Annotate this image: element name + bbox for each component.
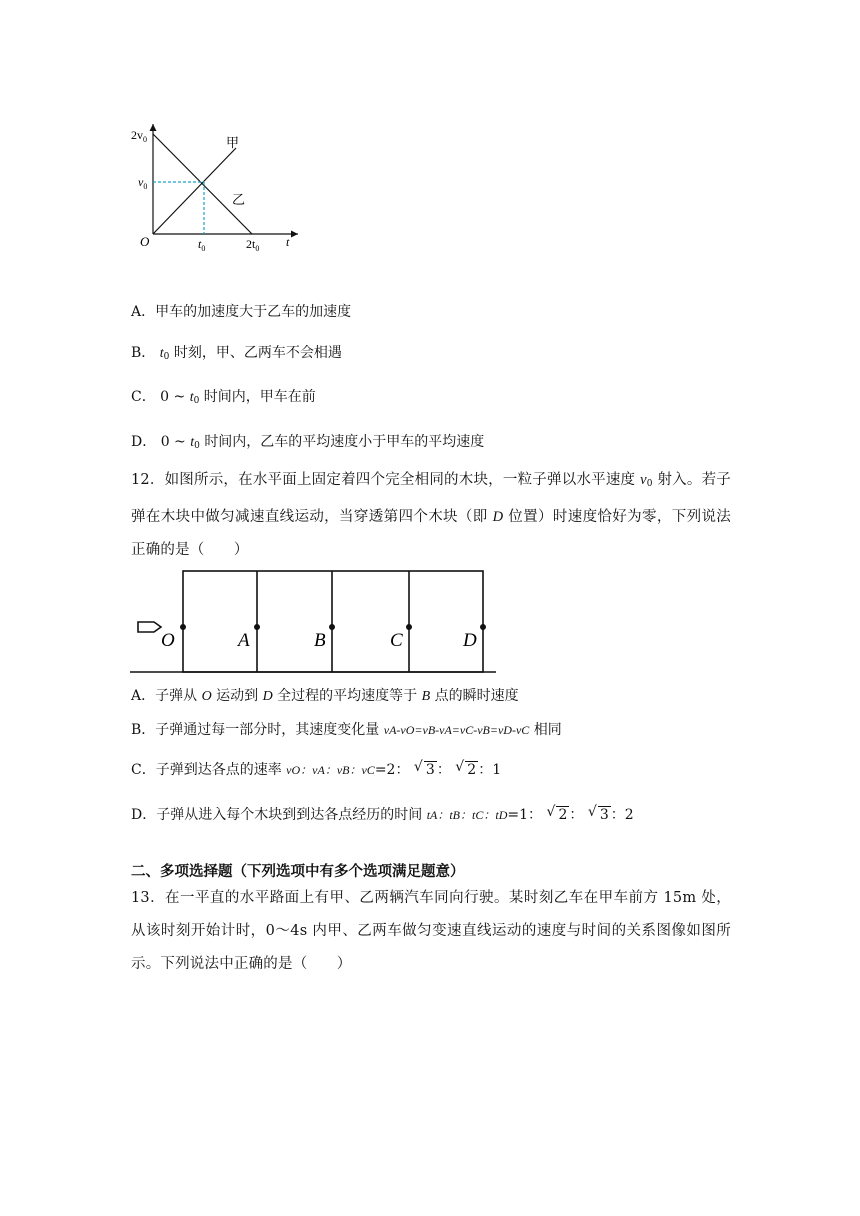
- vt-graph: [128, 118, 308, 258]
- point-d: [480, 624, 486, 630]
- sqrt-3: √ 3: [587, 804, 609, 823]
- blocks-outline: [183, 571, 483, 672]
- q13-stem: 13．在一平直的水平路面上有甲、乙两辆汽车同向行驶。某时刻乙车在甲车前方 15m 处，从该时刻开始计时，0～4s 内甲、乙两车做匀变速直线运动的速度与时间的关系图像如图所示。下列说法中正确的是（ ）: [131, 890, 731, 972]
- q12-option-b[interactable]: B．子弹通过每一部分时，其速度变化量 vA-vO=vB-vA=vC-vB=vD-vC 相同: [131, 722, 562, 738]
- q12-stem: 12．如图所示，在水平面上固定着四个完全相同的木块，一粒子弹以水平速度 $v_0$ 射入。若子弹在木块中做匀减速直线运动，当穿透第四个木块（即 D 位置）时速度恰好为零，下列说法正确的是（ ）: [131, 472, 732, 558]
- label-v0: $v_0$: [138, 175, 148, 191]
- label-a: A: [238, 630, 250, 651]
- label-t0: $t_0$: [198, 237, 206, 253]
- bullet-icon: [138, 622, 161, 632]
- point-o: [180, 624, 186, 630]
- label-o: O: [161, 630, 175, 651]
- label-jia: 甲: [226, 135, 240, 150]
- label-2v0: $2v_0$: [131, 128, 147, 144]
- line-jia: [153, 148, 236, 234]
- section-title: 二、多项选择题（下列选项中有多个选项满足题意）: [131, 863, 465, 880]
- sqrt-2: √ 2: [455, 759, 477, 778]
- sqrt-3: √ 3: [413, 759, 435, 778]
- q11-option-a[interactable]: A．甲车的加速度大于乙车的加速度: [131, 304, 352, 320]
- label-b: B: [314, 630, 326, 651]
- q12-option-a[interactable]: A．子弹从 O 运动到 D 全过程的平均速度等于 B 点的瞬时速度: [131, 688, 519, 704]
- q12-option-c[interactable]: C．子弹到达各点的速率 vO：vA：vB：vC=2： √ 3 ： √ 2 ：1: [131, 759, 502, 778]
- label-2t0: $2t_0$: [246, 237, 260, 253]
- label-t-axis: t: [286, 235, 290, 249]
- label-d: D: [463, 630, 477, 651]
- sqrt-2: √ 2: [546, 804, 568, 823]
- q11-option-c[interactable]: C． 0 ~ $t_0$ 时间内，甲车在前: [131, 389, 316, 406]
- wood-blocks-figure: [130, 565, 502, 680]
- point-b: [329, 624, 335, 630]
- q11-option-b[interactable]: B． $t_0$ 时刻，甲、乙两车不会相遇: [131, 345, 342, 362]
- label-yi: 乙: [232, 192, 246, 207]
- q12-option-d[interactable]: D．子弹从进入每个木块到到达各点经历的时间 tA：tB：tC：tD=1： √ 2 ： √ 3 ：2: [131, 804, 634, 823]
- label-origin: O: [140, 234, 150, 249]
- q11-option-d[interactable]: D． 0 ~ $t_0$ 时间内，乙车的平均速度小于甲车的平均速度: [131, 434, 485, 451]
- point-c: [406, 624, 412, 630]
- label-c: C: [390, 630, 403, 651]
- point-a: [254, 624, 260, 630]
